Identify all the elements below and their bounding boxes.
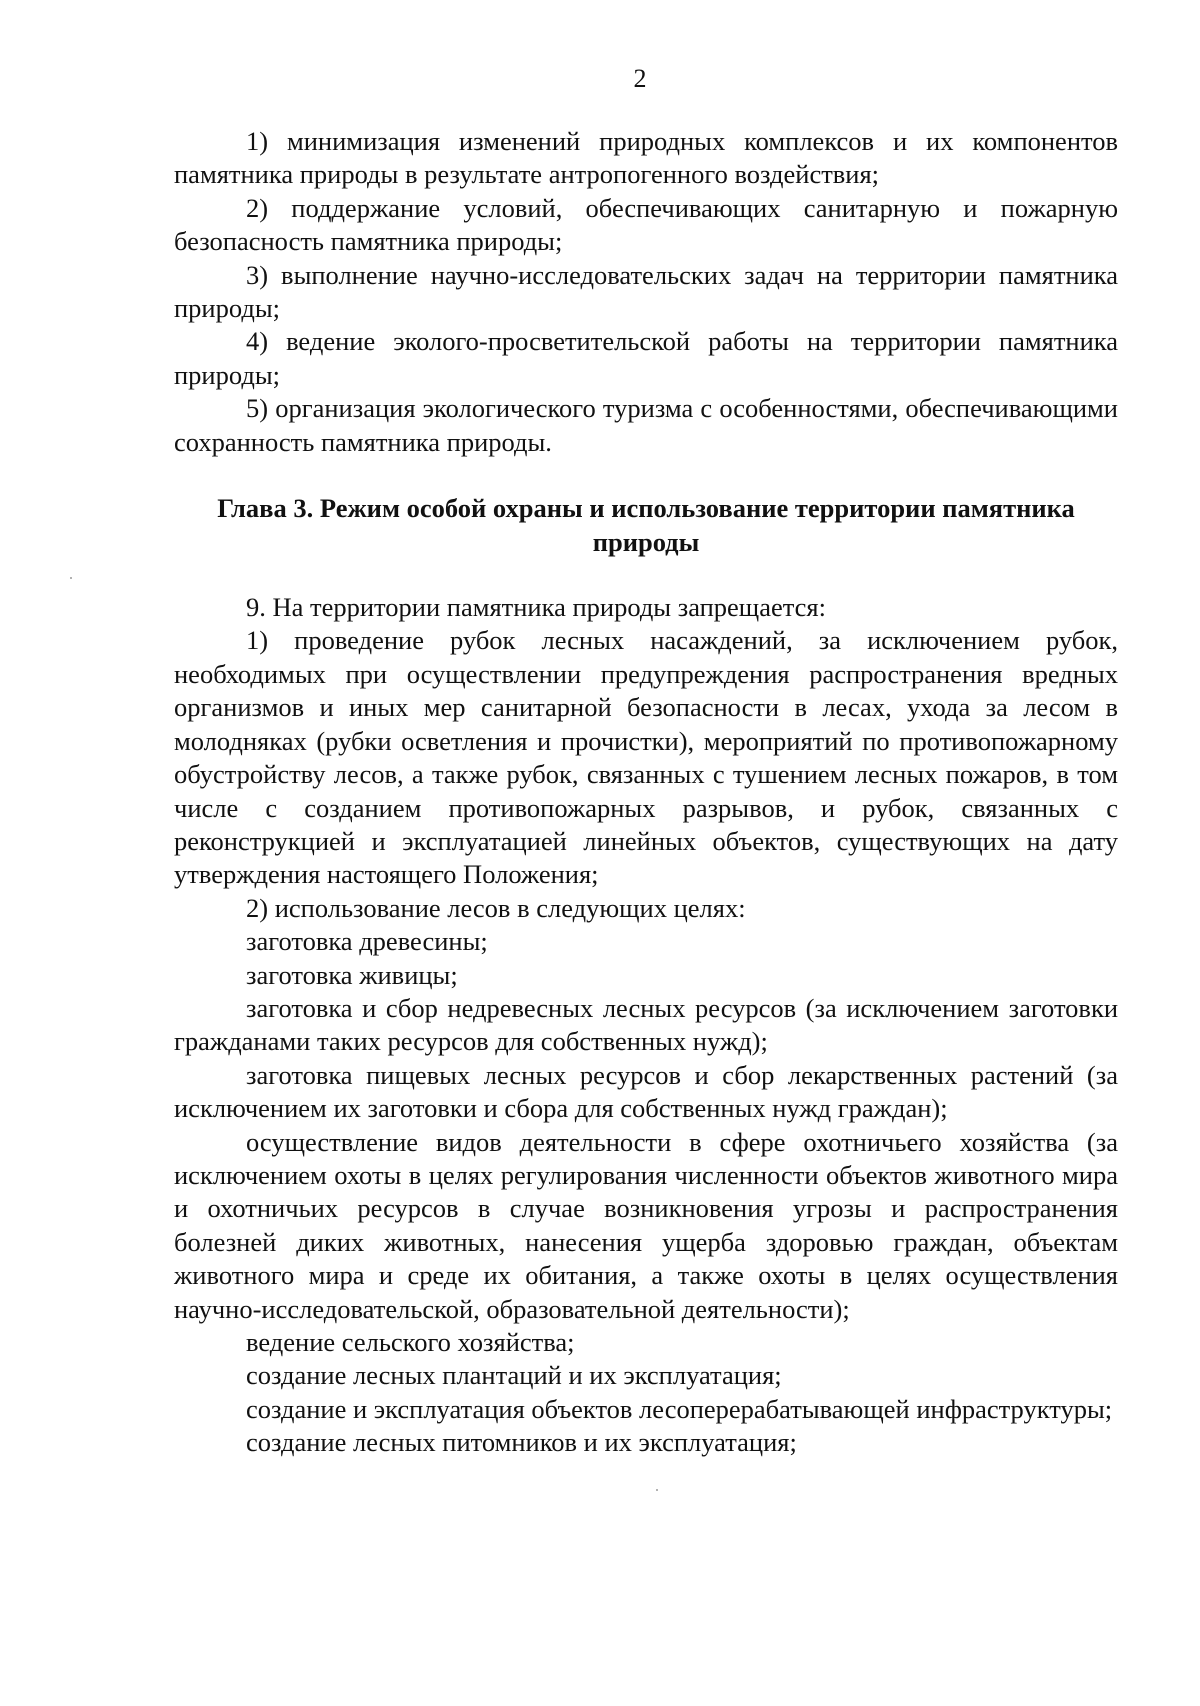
- paragraph: заготовка древесины;: [246, 926, 488, 957]
- paragraph: 4) ведение эколого-просветительской работы на территории памятника природы;: [174, 326, 1118, 390]
- paragraph: создание лесных плантаций и их эксплуатация;: [246, 1360, 782, 1391]
- document-body: [174, 125, 1118, 1460]
- paragraph: заготовка живицы;: [246, 959, 458, 990]
- paragraph: осуществление видов деятельности в сфере охотничьего хозяйства (за исключением охоты в целях регулирования численности объектов животного мира и охотничьих ресурсов в случае возникновения угрозы и распространения болезней диких животных, нанесения ущерба здоровью граждан, объектам животного мира и среде их обитания, а также охоты в целях осуществления научно-исследовательской, образовательной деятельности);: [174, 1126, 1118, 1324]
- scan-speck: [70, 577, 72, 579]
- paragraph: создание лесных питомников и их эксплуатация;: [246, 1427, 797, 1458]
- paragraph: 1) минимизация изменений природных комплексов и их компонентов памятника природы в результате антропогенного воздействия;: [174, 126, 1118, 190]
- paragraph: 1) проведение рубок лесных насаждений, за исключением рубок, необходимых при осуществлении предупреждения распространения вредных организмов и иных мер санитарной безопасности в лесах, ухода за лесом в молодняках (рубки осветления и прочистки), мероприятий по противопожарному обустройству лесов, а также рубок, связанных с тушением лесных пожаров, в том числе с созданием противопожарных разрывов, и рубок, связанных с реконструкцией и эксплуатацией линейных объектов, существующих на дату утверждения настоящего Положения;: [174, 625, 1118, 890]
- paragraph: заготовка пищевых лесных ресурсов и сбор лекарственных растений (за исключением их заготовки и сбора для собственных нужд граждан);: [174, 1059, 1118, 1124]
- paragraph: 2) поддержание условий, обеспечивающих санитарную и пожарную безопасность памятника природы;: [174, 192, 1118, 257]
- paragraph: создание и эксплуатация объектов лесоперерабатывающей инфраструктуры;: [246, 1393, 1113, 1424]
- paragraph: 3) выполнение научно-исследовательских задач на территории памятника природы;: [174, 259, 1118, 324]
- paragraph: 9. На территории памятника природы запрещается:: [246, 592, 826, 623]
- paragraph: 2) использование лесов в следующих целях:: [246, 892, 746, 923]
- scan-speck: [656, 1489, 658, 1491]
- page-number: 2: [633, 64, 647, 93]
- paragraph: 5) организация экологического туризма с особенностями, обеспечивающими сохранность памятника природы.: [174, 393, 1118, 457]
- chapter-heading: Глава 3. Режим особой охраны и использование территории памятника природы: [217, 493, 1075, 558]
- paragraph: заготовка и сбор недревесных лесных ресурсов (за исключением заготовки гражданами таких ресурсов для собственных нужд);: [174, 992, 1118, 1057]
- paragraph: ведение сельского хозяйства;: [246, 1327, 575, 1357]
